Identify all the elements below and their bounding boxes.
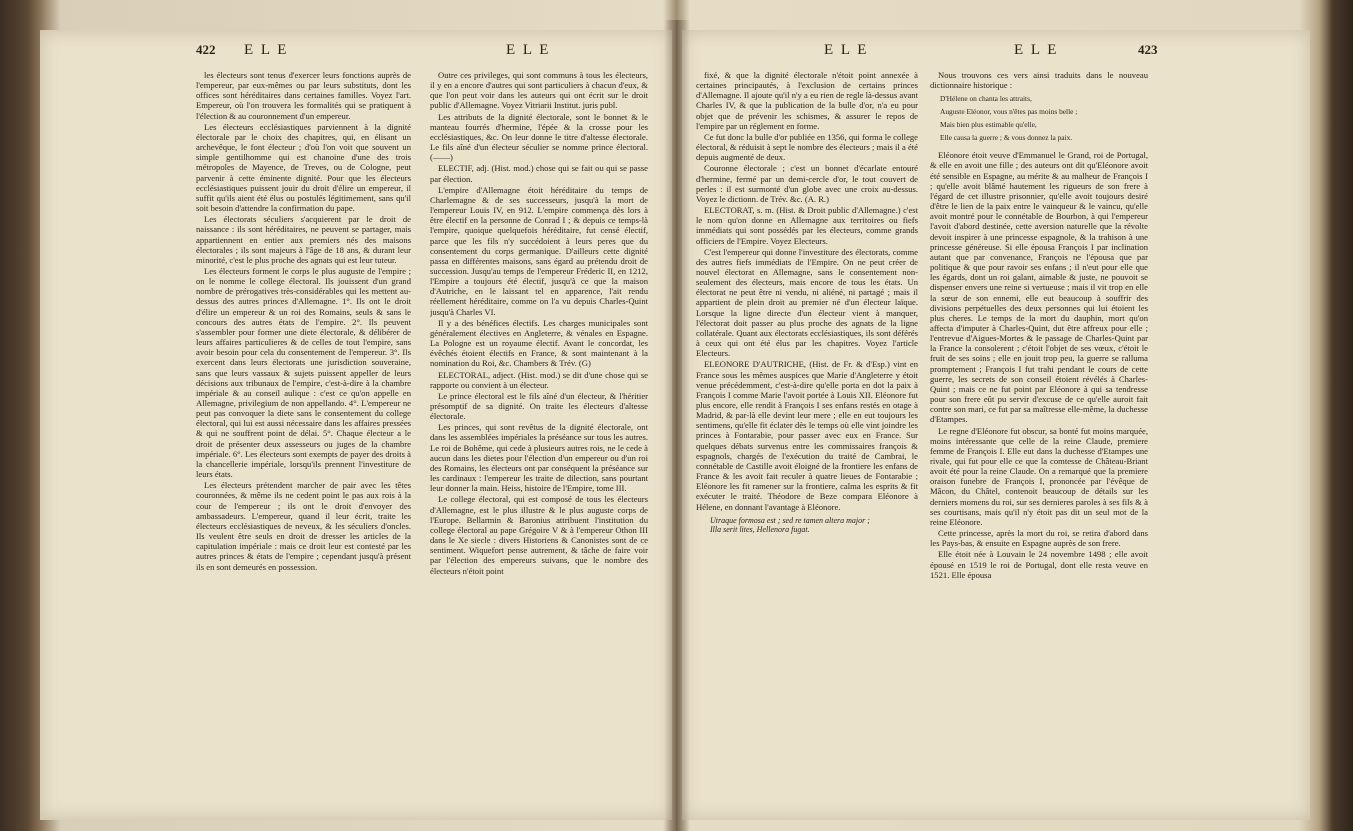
- right-column-2: [930, 70, 1148, 810]
- paragraph: L'empire d'Allemagne étoit héréditaire du temps de Charlemagne & de ses successeurs, jusqu'à la mort de l'empereur Louis IV, en 912. L'empire commença dès lors à être électif en la personne de Conrad I ; & depuis ce temps-là l'empire, quoique quelquefois héréditaire, fut censé électif, parce que les fils n'y succédoient à leurs peres que du consentement du corps germanique. D'ailleurs cette dignité passa en différentes maisons, sans égard au prétendu droit de succession. Jusqu'au temps de l'empereur Fréderic II, en 1212, l'Empire a toujours été électif, jusqu'à ce que la maison d'Autriche, en le laissant tel en apparence, l'ait rendu réellement héréditaire, comme on l'a vu depuis Charles-Quint jusqu'à Charles VI.: [430, 184, 648, 317]
- left-page-number: 422: [196, 42, 216, 57]
- paragraph: Le prince électoral est le fils aîné d'un électeur, & l'héritier présomptif de sa dignité. On traite les électeurs d'altesse électorale.: [430, 390, 648, 422]
- left-page-header: [196, 42, 656, 66]
- right-page-number: 423: [1138, 42, 1158, 57]
- paragraph: Les électorats séculiers s'acquierent par le droit de naissance : ils sont héréditaires, ne peuvent se partager, mais appartiennent en entier aux premiers nés des maisons électorales ; ils sont majeurs à l'âge de 18 ans, & durant leur minorité, c'est le plus proche des agnats qui est leur tuteur.: [196, 214, 411, 265]
- paragraph: Les attributs de la dignité électorale, sont le bonnet & le manteau fourrés d'hermine, l'épée & la crosse pour les ecclésiastiques, &c. On leur donne le titre d'altesse électorale. Le fils aîné d'un électeur séculier se nomme prince électoral. (——): [430, 111, 648, 163]
- paragraph: Les électeurs forment le corps le plus auguste de l'empire ; on le nomme le college électoral. Ils jouissent d'un grand nombre de prérogatives très-considérables qui les mettent au-dessus des autres princes d'Allemagne. 1°. Ils ont le droit d'élire un empereur & un roi des Romains, seuls & sans le concours des autres états de l'empire. 2°. Ils peuvent s'assembler pour former une diete électorale, & délibérer de leurs affaires particulieres & de celles de tout l'empire, sans avoir besoin pour cela du consentement de l'empereur. 3°. Ils exercent dans leurs électorats une jurisdiction souveraine, sans que leurs vassaux & sujets puissent appeller de leurs décisions aux tribunaux de l'empire, c'est-à-dire à la chambre impériale & au conseil aulique : c'est ce qu'on appelle en Allemagne, privilegium de non appellando. 4°. L'empereur ne peut pas convoquer la diete sans le consentement du college électoral, qui lui est aussi nécessaire dans les affaires pressées & qui ne souffrent point de délai. 5°. Chaque électeur a le droit de présenter deux assesseurs ou juges de la chambre impériale. 6°. Les électeurs sont exempts de payer des droits à la chancellerie impériale, lorsqu'ils prennent l'investiture de leurs états.: [196, 265, 411, 480]
- paragraph: Elle étoit née à Louvain le 24 novembre 1498 ; elle avoit épousé en 1519 le roi de Portugal, dont elle resta veuve en 1521. Elle épousa: [930, 549, 1148, 580]
- french-poem: D'Hélene on chanta les attraits, Auguste Eléonor, vous n'êtes pas moins belle ; Mais bien plus estimable qu'elle, Elle causa la guerre ; & vous donnez la paix.: [940, 94, 1078, 143]
- right-page-header: [696, 42, 1166, 66]
- left-running-head-2: E L E: [506, 42, 551, 58]
- paragraph: Les électeurs ecclésiastiques parviennent à la dignité électorale par le choix des chapitres, qui, en élisant un archevêque, le font électeur ; d'où l'on voit que souvent un simple gentilhomme qui est chanoine d'une des trois métropoles de Mayence, de Treves, ou de Cologne, peut parvenir à cette éminente dignité. Pour que les électeurs ecclésiastiques puissent jouir du droit d'élire un empereur, il suffit qu'ils aient été élus ou postulés légitimement, sans qu'il soit besoin d'attendre la confirmation du pape.: [196, 121, 411, 214]
- paragraph: C'est l'empereur qui donne l'investiture des électorats, comme des autres fiefs immédiats de l'Empire. On ne peut créer de nouvel électorat en Allemagne, sans le consentement non-seulement des électeurs, mais encore de tous les états. Un électorat ne peut être ni vendu, ni aliéné, ni partagé ; mais il appartient de plein droit au premier né d'un électeur laïque. Lorsque la ligne directe d'un électeur vient à manquer, l'électorat doit passer au plus proche des agnats de la ligne collatérale. Quant aux électorats ecclésiastiques, ils sont déférés à ceux qui ont été élus par les chapitres. Voyez l'article Electeurs.: [696, 246, 918, 359]
- right-column-1: [696, 70, 918, 810]
- right-running-head-2: E L E: [1014, 42, 1059, 58]
- paragraph: Le regne d'Eléonore fut obscur, sa bonté fut moins marquée, moins intéressante que celle de la reine Claude, premiere femme de François I. Elle eut dans la duchesse d'Etampes une rivale, qui fut pour elle ce que la comtesse de Château-Briant avoit été pour la reine Claude. On a remarqué que la premiere oraison funebre de François I, prononcée par l'évêque de Mâcon, du Châtel, contenoit beaucoup de détails sur les derniers momens du roi, sur ses dernieres paroles à ses fils & à ses courtisans, mais qu'il n'y étoit pas dit un seul mot de la reine Eléonore.: [930, 425, 1148, 527]
- paragraph: Outre ces privileges, qui sont communs à tous les électeurs, il y en a encore d'autres qui sont particuliers à chacun d'eux, & que l'on peut voir dans les auteurs qui ont écrit sur le droit public d'Allemagne. Voyez Vitriarii Institut. juris publ.: [430, 70, 648, 111]
- paragraph: Il y a des bénéfices électifs. Les charges municipales sont généralement électives en Angleterre, & vénales en Espagne. La Pologne est un royaume électif. Avant le concordat, les évêchés étoient électifs en France, & sont maintenant à la nomination du Roi, &c. Chambers & Trév. (G): [430, 317, 648, 369]
- paragraph: Cette princesse, après la mort du roi, se retira d'abord dans les Pays-bas, & ensuite en Espagne auprès de son frere.: [930, 528, 1148, 549]
- entry-electoral: ELECTORAL, adject. (Hist. mod.) se dit d'une chose qui se rapporte ou convient à un électeur.: [430, 369, 648, 390]
- right-running-head-1: E L E: [824, 42, 869, 58]
- entry-eleonore: ELEONORE D'AUTRICHE, (Hist. de Fr. & d'Esp.) vint en France sous les mêmes auspices que Marie d'Angleterre y étoit venue précédemment, c'est-à-dire qu'elle porta en dot la paix à François I comme Marie l'avoit portée à Louis XII. Eléonore fut plus encore, elle rendit à François I ses enfans restés en otage à Madrid, & par-là elle devint leur mere ; elle en eut toujours les sentimens, qu'elle fit éclater dès le temps où elle vint joindre les princes à Fontarabie, pour passer avec eux en France. Sur quelques débats survenus entre les commissaires françois & espagnols, chargés de l'exécution du traité de Cambrai, le connétable de Castille avoit éloigné de la frontiere les enfans de France & les avoit fait reculer à quatre lieues de Fontarabie ; Eléonore les fit ramener sur la frontiere, calma les esprits & fit exécuter le traité. Théodore de Beze compara Eléonore à Hélene, en donnant l'avantage à Eléonore.: [696, 359, 918, 512]
- paragraph: Les électeurs prétendent marcher de pair avec les têtes couronnées, & même ils ne cedent point le pas aux rois à la cour de l'empereur ; ils ont le droit d'envoyer des ambassadeurs. L'empereur, quand il leur écrit, traite les électeurs ecclésiastiques de neveux, & les séculiers d'oncles. Ils veulent être seuls en droit de dresser les articles de la capitulation impériale : mais ce droit leur est contesté par les autres princes & états de l'empire ; cependant jusqu'à présent ils en sont demeurés en possession.: [196, 480, 411, 572]
- latin-verse: Utraque formosa est ; sed re tamen altera major ; Illa serit lites, Hellenora fugat.: [710, 515, 870, 535]
- paragraph: Le college électoral, qui est composé de tous les électeurs d'Allemagne, est le plus illustre & le plus auguste corps de l'Europe. Bellarmin & Baronius attribuent l'institution du college électoral au pape Grégoire V & à l'empereur Othon III dans le Xe siecle : divers Historiens & Canonistes sont de ce sentiment. Wiquefort pense autrement, & tâche de faire voir par l'élection des empereurs suivans, que le nombre des électeurs n'étoit point: [430, 494, 648, 576]
- paragraph: Eléonore étoit veuve d'Emmanuel le Grand, roi de Portugal, & elle en avoit une fille ; des auteurs ont dit qu'Eléonore avoit été sensible en Espagne, au mérite & au malheur de François I ; qu'elle avoit blâmé hautement les rigueurs de son frere à l'égard de cet illustre prisonnier, qu'elle avoit toujours desiré d'être le lien de la paix entre le vainqueur & le vaincu, qu'elle avoit montré pour le connétable de Bourbon, à qui l'empereur l'avoit d'abord destinée, cette aversion naturelle que la révolte devoit inspirer à une princesse espagnole, & la trahison à une princesse généreuse. Si elle épousa François I par inclination autant que par convenance, François ne l'épousa que par politique & que pour ravoir ses enfans ; il n'eut pour elle que les égards, dont un roi galant, aimable & juste, ne pouvoit se dispenser envers une reine si vertueuse ; mais il vit trop en elle la sœur de son ennemi, elle eut beaucoup à souffrir des divisions perpétuelles des deux personnes qui lui étoient les plus cheres. Le temps de la mort du dauphin, mort qu'on affecta d'imputer à Charles-Quint, dut être affreux pour elle ; l'entrevue d'Aigues-Mortes & le passage de Charles-Quint par la France la consolerent ; c'étoit l'objet de ses vœux, c'étoit le fruit de ses soins ; elle en jouit trop peu, la guerre se ralluma promptement ; François I fut trahi pendant le cours de cette guerre, les secrets de son conseil étoient révélés à Charles-Quint ; mais ce ne fut point par Eléonore à qui sa tendresse pour son frere eût pu servir d'excuse de ce qu'elle auroit fait contre son mari, ce fut par sa maîtresse elle-même, la duchesse d'Etampes.: [930, 150, 1148, 425]
- left-running-head-1: E L E: [244, 42, 289, 58]
- paragraph: Les princes, qui sont revêtus de la dignité électorale, ont dans les assemblées impériales la préséance sur tous les autres. Le roi de Bohême, qui cede à plusieurs autres rois, ne le cede à aucun dans les dietes pour l'élection d'un empereur ou d'un roi des Romains, les électeurs ont par conséquent la préséance sur les cardinaux : l'empereur les traite de dilection, sans pourtant leur donner la main. Heiss, histoire de l'Empire, tome III.: [430, 422, 648, 494]
- entry-electorat: ELECTORAT, s. m. (Hist. & Droit public d'Allemagne.) c'est le nom qu'on donne en Allemagne aux territoires ou fiefs immédiats qui sont possédés par les électeurs, comme grands officiers de l'Empire. Voyez Electeurs.: [696, 205, 918, 246]
- left-column-1: [196, 70, 411, 810]
- paragraph: fixé, & que la dignité électorale n'étoit point annexée à certaines principautés, à l'exclusion de certains princes d'Allemagne. Il ajoute qu'il n'y a eu rien de regle là-dessus avant Charles IV, & que la publication de la bulle d'or, n'a eu pour objet que de prévenir les schismes, & assurer le repos de l'empire par un réglement en forme.: [696, 70, 918, 131]
- paragraph: Couronne électorale ; c'est un bonnet d'écarlate entouré d'hermine, fermé par un demi-cercle d'or, le tout couvert de perles : il est surmonté d'un globe avec une croix au-dessus. Voyez le dictionn. de Trév. &c. (A. R.): [696, 163, 918, 204]
- paragraph: les électeurs sont tenus d'exercer leurs fonctions auprès de l'empereur, par eux-mêmes ou par leurs substituts, dont les offices sont héréditaires dans certaines familles. Voyez l'art. Empereur, où l'on trouvera les formalités qui se pratiquent à l'élection & au couronnement d'un empereur.: [196, 70, 411, 121]
- paragraph: Ce fut donc la bulle d'or publiée en 1356, qui forma le college électoral, & réduisit à sept le nombre des électeurs ; mais il a été depuis augmenté de deux.: [696, 131, 918, 163]
- book-gutter: [664, 20, 690, 831]
- entry-electif: ELECTIF, adj. (Hist. mod.) chose qui se fait ou qui se passe par élection.: [430, 163, 648, 184]
- left-column-2: [430, 70, 648, 810]
- paragraph: Nous trouvons ces vers ainsi traduits dans le nouveau dictionnaire historique :: [930, 70, 1148, 91]
